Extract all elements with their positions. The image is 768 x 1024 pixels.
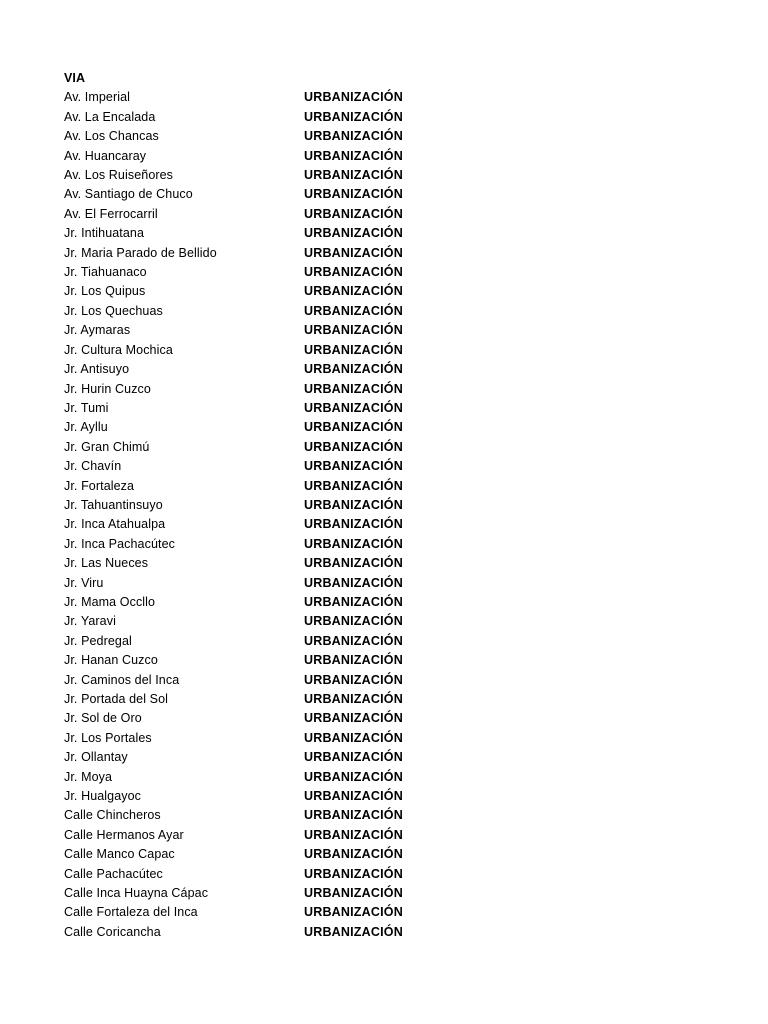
table-row [64, 341, 464, 360]
via-name-cell: Av. Santiago de Chuco [64, 187, 193, 202]
via-name-cell: Calle Pachacútec [64, 866, 163, 881]
via-name-cell: Jr. Cultura Mochica [64, 342, 173, 357]
table-row [64, 903, 464, 922]
table-row [64, 671, 464, 690]
zone-type-cell: URBANIZACIÓN [304, 692, 403, 706]
via-name-cell: Jr. Maria Parado de Bellido [64, 245, 217, 260]
via-name-cell: Av. La Encalada [64, 109, 156, 124]
zone-type-cell: URBANIZACIÓN [304, 342, 403, 357]
zone-type-cell: URBANIZACIÓN [304, 653, 403, 668]
table-row [64, 263, 464, 282]
via-name-cell: Jr. Tumi [64, 400, 109, 415]
via-name-cell: Jr. Yaravi [64, 614, 116, 629]
zone-type-cell: URBANIZACIÓN [304, 672, 403, 687]
zone-type-cell: URBANIZACIÓN [304, 924, 403, 939]
via-name-cell: Jr. Fortaleza [64, 478, 135, 493]
via-name-cell: Av. Huancaray [64, 148, 147, 163]
zone-type-cell: URBANIZACIÓN [304, 381, 403, 396]
zone-type-cell: URBANIZACIÓN [304, 556, 403, 571]
table-row [64, 205, 464, 224]
table-row [64, 515, 464, 534]
via-name-cell: Jr. Intihuatana [64, 226, 145, 241]
zone-type-cell: URBANIZACIÓN [304, 148, 403, 163]
table-row [64, 477, 464, 496]
via-name-cell: Jr. Ayllu [64, 420, 108, 435]
via-name-cell: Calle Hermanos Ayar [64, 827, 184, 842]
via-name-cell: Calle Manco Capac [64, 847, 175, 862]
via-name-cell: Av. Los Ruiseñores [64, 168, 174, 183]
zone-type-cell: URBANIZACIÓN [304, 633, 403, 648]
zone-type-cell: URBANIZACIÓN [304, 187, 403, 202]
zone-type-cell: URBANIZACIÓN [304, 303, 403, 318]
table-row [64, 360, 464, 379]
table-row [64, 884, 464, 903]
table-row [64, 535, 464, 554]
via-name-cell: Jr. Ollantay [64, 750, 128, 765]
via-name-cell: Av. El Ferrocarril [64, 206, 158, 221]
table-row [64, 457, 464, 476]
table-row [64, 399, 464, 418]
via-name-cell: Jr. Aymaras [64, 323, 131, 338]
table-row [64, 806, 464, 825]
zone-type-cell: URBANIZACIÓN [304, 827, 403, 842]
street-list-table [64, 69, 464, 942]
zone-type-cell: URBANIZACIÓN [304, 886, 403, 901]
zone-type-cell: URBANIZACIÓN [304, 362, 403, 377]
zone-type-cell: URBANIZACIÓN [304, 478, 403, 493]
header-via-label: VIA [64, 71, 86, 85]
via-name-cell: Jr. Tahuantinsuyo [64, 497, 163, 512]
zone-type-cell: URBANIZACIÓN [304, 109, 403, 124]
table-row [64, 380, 464, 399]
table-body [64, 88, 464, 942]
zone-type-cell: URBANIZACIÓN [304, 400, 403, 415]
zone-type-cell: URBANIZACIÓN [304, 808, 403, 823]
zone-type-cell: URBANIZACIÓN [304, 517, 403, 532]
via-name-cell: Jr. Hanan Cuzco [64, 653, 158, 668]
zone-type-cell: URBANIZACIÓN [304, 711, 403, 726]
table-row [64, 923, 464, 942]
via-name-cell: Jr. Tiahuanaco [64, 265, 147, 280]
table-row [64, 185, 464, 204]
table-row [64, 438, 464, 457]
table-header-row [64, 69, 464, 88]
via-name-cell: Jr. Hualgayoc [64, 789, 142, 804]
table-row [64, 418, 464, 437]
table-row [64, 612, 464, 631]
via-name-cell: Jr. Gran Chimú [64, 439, 150, 454]
zone-type-cell: URBANIZACIÓN [304, 90, 403, 105]
table-row [64, 166, 464, 185]
table-row [64, 127, 464, 146]
table-row [64, 729, 464, 748]
zone-type-cell: URBANIZACIÓN [304, 497, 403, 512]
via-name-cell: Jr. Caminos del Inca [64, 672, 180, 687]
table-row [64, 865, 464, 884]
zone-type-cell: URBANIZACIÓN [304, 245, 403, 260]
table-row [64, 632, 464, 651]
via-name-cell: Jr. Viru [64, 575, 104, 590]
zone-type-cell: URBANIZACIÓN [304, 323, 403, 338]
via-name-cell: Av. Los Chancas [64, 129, 159, 144]
via-name-cell: Calle Inca Huayna Cápac [64, 886, 209, 901]
via-name-cell: Jr. Sol de Oro [64, 711, 142, 726]
via-name-cell: Calle Coricancha [64, 924, 161, 939]
via-name-cell: Jr. Hurin Cuzco [64, 381, 151, 396]
zone-type-cell: URBANIZACIÓN [304, 459, 403, 474]
table-row [64, 748, 464, 767]
table-row [64, 108, 464, 127]
table-row [64, 554, 464, 573]
via-name-cell: Jr. Los Quipus [64, 284, 146, 299]
via-name-cell: Jr. Los Portales [64, 730, 152, 745]
table-row [64, 690, 464, 709]
table-row [64, 768, 464, 787]
zone-type-cell: URBANIZACIÓN [304, 769, 403, 784]
via-name-cell: Calle Chincheros [64, 808, 161, 823]
table-row [64, 88, 464, 107]
via-name-cell: Jr. Antisuyo [64, 362, 130, 377]
table-row [64, 244, 464, 263]
table-row [64, 593, 464, 612]
zone-type-cell: URBANIZACIÓN [304, 284, 403, 299]
zone-type-cell: URBANIZACIÓN [304, 789, 403, 804]
zone-type-cell: URBANIZACIÓN [304, 730, 403, 745]
via-name-cell: Calle Fortaleza del Inca [64, 905, 198, 920]
table-row [64, 826, 464, 845]
zone-type-cell: URBANIZACIÓN [304, 905, 403, 920]
via-name-cell: Jr. Inca Atahualpa [64, 517, 166, 532]
zone-type-cell: URBANIZACIÓN [304, 750, 403, 765]
zone-type-cell: URBANIZACIÓN [304, 226, 403, 241]
table-row [64, 496, 464, 515]
zone-type-cell: URBANIZACIÓN [304, 866, 403, 881]
zone-type-cell: URBANIZACIÓN [304, 265, 403, 280]
table-row [64, 574, 464, 593]
zone-type-cell: URBANIZACIÓN [304, 536, 403, 551]
table-row [64, 147, 464, 166]
via-name-cell: Jr. Moya [64, 769, 113, 784]
via-name-cell: Jr. Mama Occllo [64, 594, 156, 609]
via-name-cell: Jr. Inca Pachacútec [64, 536, 175, 551]
via-name-cell: Jr. Chavín [64, 459, 122, 474]
via-name-cell: Jr. Las Nueces [64, 556, 149, 571]
table-row [64, 845, 464, 864]
zone-type-cell: URBANIZACIÓN [304, 168, 403, 183]
table-row [64, 282, 464, 301]
via-name-cell: Av. Imperial [64, 90, 131, 105]
table-row [64, 224, 464, 243]
zone-type-cell: URBANIZACIÓN [304, 206, 403, 221]
zone-type-cell: URBANIZACIÓN [304, 614, 403, 629]
zone-type-cell: URBANIZACIÓN [304, 594, 403, 609]
table-row [64, 787, 464, 806]
zone-type-cell: URBANIZACIÓN [304, 439, 403, 454]
zone-type-cell: URBANIZACIÓN [304, 420, 403, 435]
table-row [64, 302, 464, 321]
via-name-cell: Jr. Los Quechuas [64, 303, 163, 318]
via-name-cell: Jr. Pedregal [64, 633, 132, 648]
table-row [64, 321, 464, 340]
table-row [64, 709, 464, 728]
zone-type-cell: URBANIZACIÓN [304, 847, 403, 862]
zone-type-cell: URBANIZACIÓN [304, 575, 403, 590]
table-row [64, 651, 464, 670]
via-name-cell: Jr. Portada del Sol [64, 692, 169, 706]
zone-type-cell: URBANIZACIÓN [304, 129, 403, 144]
